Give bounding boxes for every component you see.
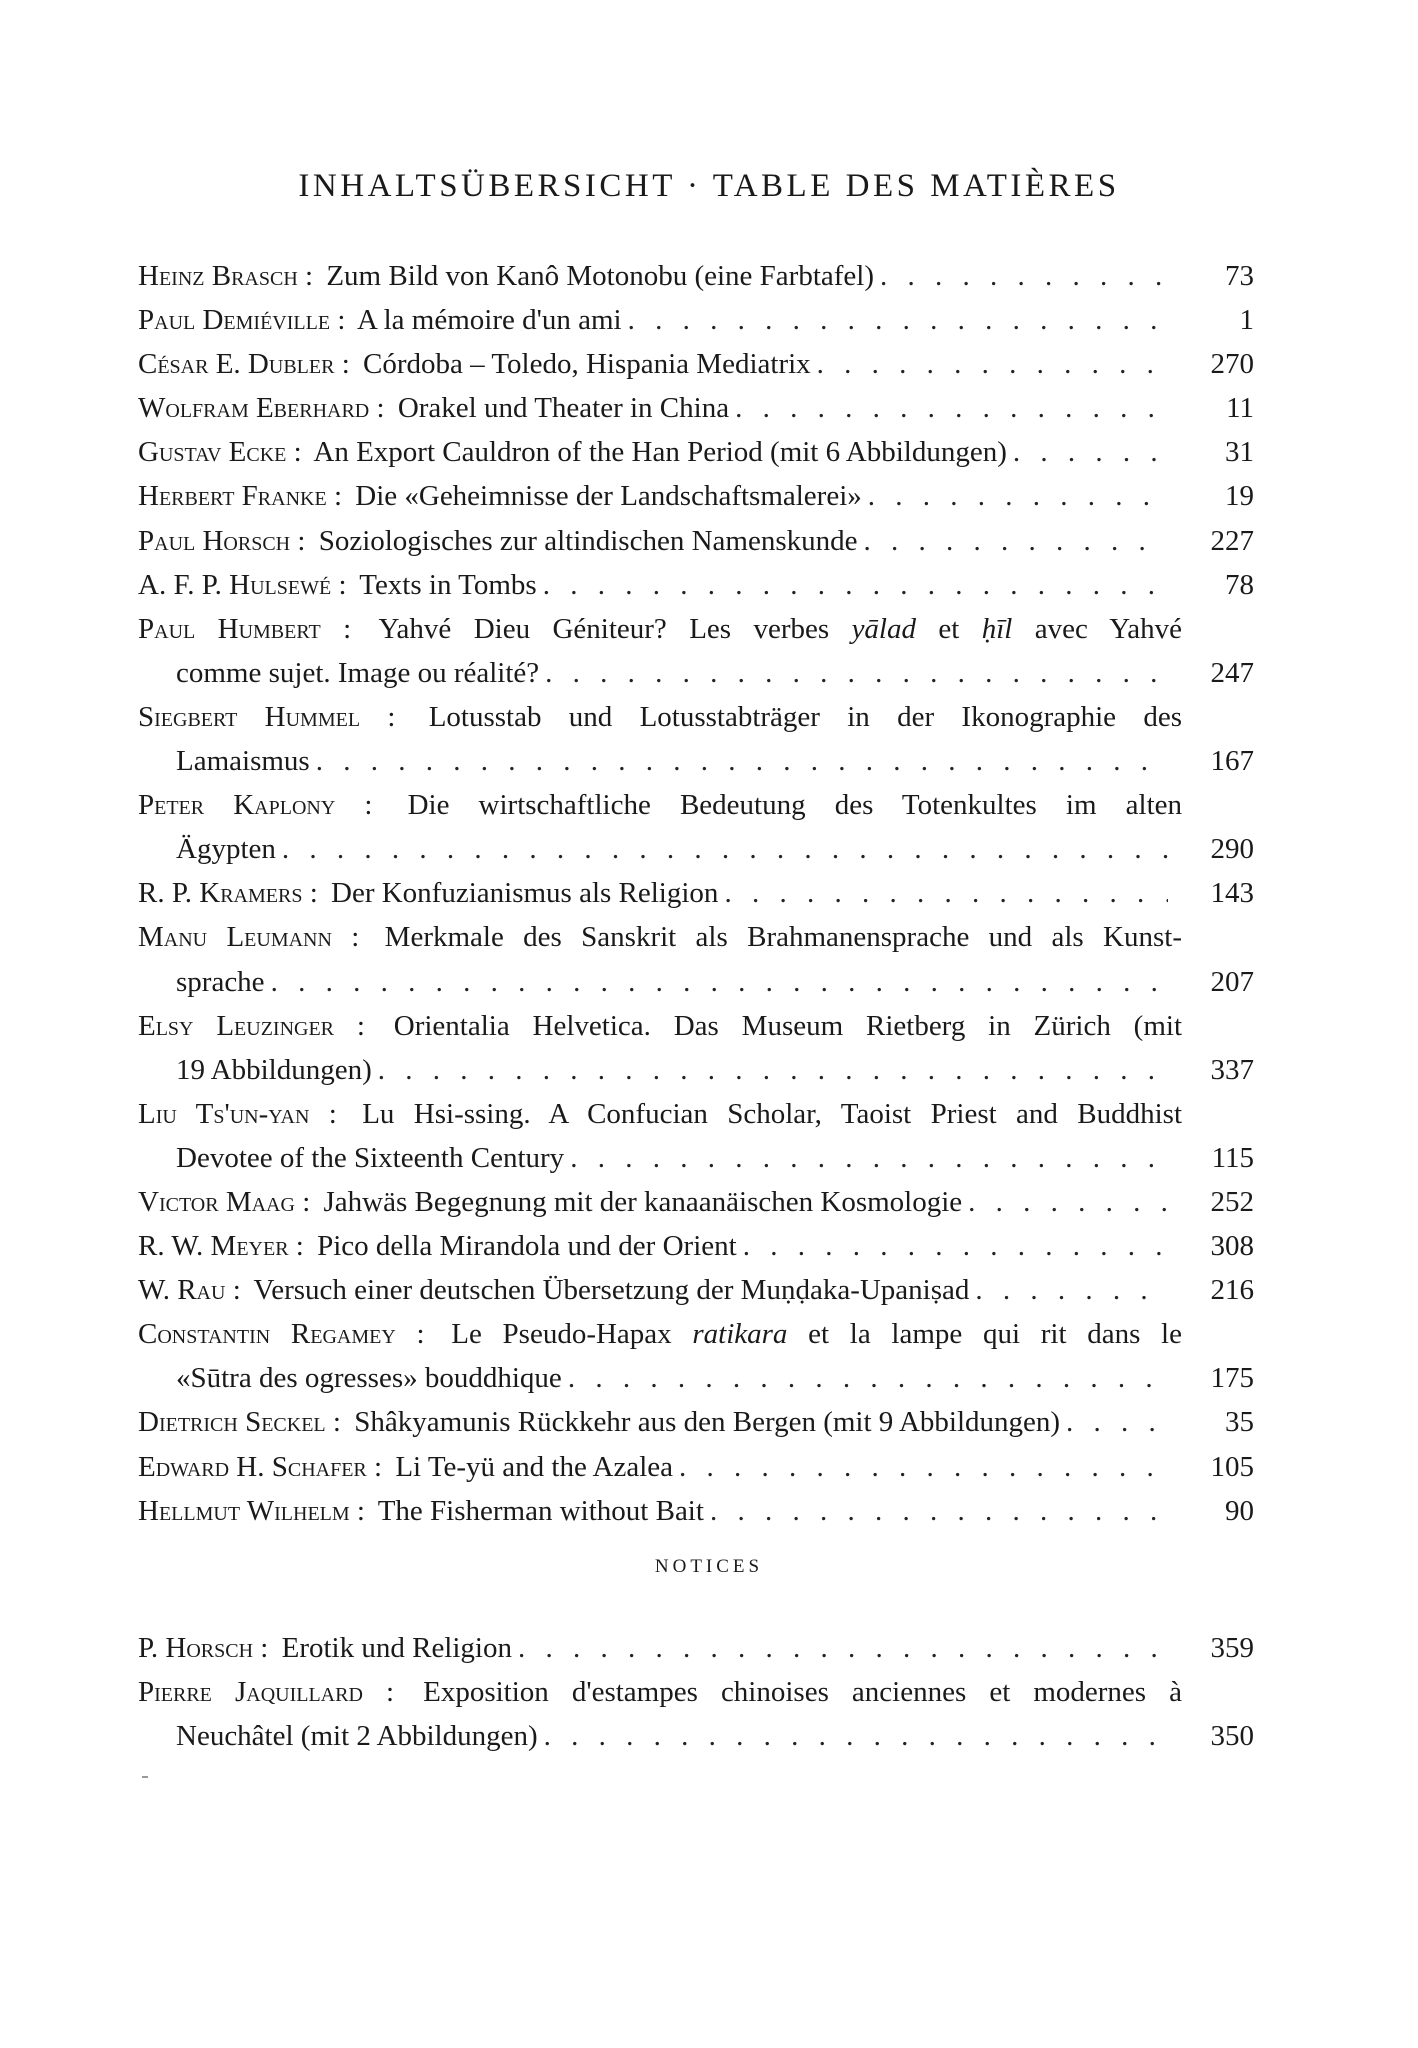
italic-term: yālad (851, 612, 916, 645)
entry-author: Peter Kaplony (138, 789, 336, 822)
toc-entry[interactable] (138, 871, 1254, 915)
entry-title: Gustav Ecke : An Export Cauldron of the Han Period (mit 6 Abbildungen) (138, 436, 1007, 469)
toc-entry[interactable] (138, 342, 1254, 386)
entry-line (138, 783, 1254, 827)
entry-line (138, 1004, 1254, 1048)
toc-entry[interactable] (138, 430, 1254, 474)
entry-line (138, 1224, 1254, 1268)
dot-leader (570, 1136, 1168, 1180)
notice-entry[interactable] (138, 1626, 1254, 1670)
dot-leader (735, 386, 1168, 430)
dot-leader (724, 871, 1168, 915)
page-number: 143 (1210, 877, 1254, 910)
entry-title: 19 Abbildungen) (176, 1053, 372, 1086)
entry-line (138, 386, 1254, 430)
toc-entry[interactable] (138, 1268, 1254, 1312)
dot-leader (543, 563, 1168, 607)
page-number: 31 (1225, 436, 1254, 469)
dot-leader (378, 1048, 1168, 1092)
toc-entry[interactable] (138, 915, 1254, 1003)
toc-entry[interactable] (138, 695, 1254, 783)
entry-title: Manu Leumann : Merkmale des Sanskrit als Brahmanensprache und als Kunst- (138, 921, 1182, 954)
dot-leader (968, 1180, 1168, 1224)
page-number: 35 (1225, 1406, 1254, 1439)
page-number: 270 (1210, 348, 1254, 381)
scan-speck (142, 1776, 148, 1778)
page-number: 290 (1210, 833, 1254, 866)
entry-line (138, 1626, 1254, 1670)
toc-entry[interactable] (138, 519, 1254, 563)
author-separator: : (331, 568, 347, 601)
entry-title: Liu Ts'un-yan : Lu Hsi-ssing. A Confucian Scholar, Taoist Priest and Buddhist (138, 1097, 1183, 1130)
toc-entry[interactable] (138, 254, 1254, 298)
toc-entry[interactable] (138, 1004, 1254, 1092)
toc-entry[interactable] (138, 1400, 1254, 1444)
dot-leader (568, 1356, 1168, 1400)
entry-title: P. Horsch : Erotik und Religion (138, 1632, 512, 1664)
entry-title: César E. Dubler : Córdoba – Toledo, Hispania Mediatrix (138, 348, 811, 381)
dot-leader (868, 474, 1168, 518)
entry-title: Heinz Brasch : Zum Bild von Kanô Motonobu (eine Farbtafel) (138, 260, 875, 292)
notices-heading: NOTICES (654, 1556, 764, 1577)
entry-title: Peter Kaplony : Die wirtschaftliche Bedeutung des Totenkultes im alten (138, 789, 1183, 822)
dot-leader (863, 519, 1168, 563)
page-number: 167 (1210, 745, 1254, 778)
entry-author: Wolfram Eberhard (138, 392, 370, 425)
entry-line (138, 298, 1254, 342)
author-separator: : (309, 1097, 337, 1130)
dot-leader (282, 827, 1168, 871)
author-separator: : (253, 1632, 269, 1664)
author-separator: : (326, 480, 342, 513)
author-separator: : (335, 789, 373, 822)
toc-entry[interactable] (138, 298, 1254, 342)
entry-title: Paul Humbert : Yahvé Dieu Géniteur? Les verbes yālad et ḥīl avec Yahvé (138, 612, 1182, 645)
page-number: 11 (1226, 392, 1254, 425)
author-separator: : (369, 392, 385, 425)
entry-title: «Sūtra des ogresses» bouddhique (176, 1362, 562, 1395)
author-separator: : (349, 1494, 365, 1527)
page-number: 78 (1225, 568, 1254, 601)
page-number: 308 (1210, 1230, 1254, 1263)
entry-author: R. W. Meyer (138, 1230, 289, 1263)
author-separator: : (334, 348, 350, 381)
entry-author: P. Horsch (138, 1632, 254, 1664)
entry-line (138, 1714, 1254, 1758)
entry-author: Liu Ts'un-yan (138, 1097, 310, 1130)
page-number: 247 (1210, 656, 1254, 689)
dot-leader (743, 1224, 1168, 1268)
dot-leader (817, 342, 1168, 386)
dot-leader (545, 651, 1168, 695)
entry-author: Paul Humbert (138, 612, 321, 645)
author-separator: : (331, 921, 360, 954)
dot-leader (679, 1445, 1168, 1489)
entry-author: Constantin Regamey (138, 1318, 396, 1351)
entry-line (138, 254, 1254, 298)
entry-title: Devotee of the Sixteenth Century (176, 1141, 565, 1174)
page-number: 105 (1210, 1450, 1254, 1483)
page-number: 252 (1210, 1185, 1254, 1218)
page-number: 19 (1225, 480, 1254, 513)
entry-title: Dietrich Seckel : Shâkyamunis Rückkehr aus den Bergen (mit 9 Abbildungen) (138, 1406, 1061, 1439)
entry-title: Hellmut Wilhelm : The Fisherman without Bait (138, 1494, 704, 1527)
dot-leader (1066, 1400, 1168, 1444)
entry-line (138, 474, 1254, 518)
entry-author: W. Rau (138, 1274, 226, 1307)
toc-entry[interactable] (138, 1092, 1254, 1180)
author-separator: : (366, 1450, 383, 1483)
entry-title: Herbert Franke : Die «Geheimnisse der Landschaftsmalerei» (138, 480, 862, 513)
entry-author: R. P. Kramers (138, 877, 303, 910)
entry-line (138, 915, 1254, 959)
entry-author: Dietrich Seckel (138, 1406, 326, 1439)
toc-entry[interactable] (138, 607, 1254, 695)
author-separator: : (302, 877, 318, 910)
entry-title: Victor Maag : Jahwäs Begegnung mit der kanaanäischen Kosmologie (138, 1185, 963, 1218)
entry-title: Paul Horsch : Soziologisches zur altindischen Namenskunde (138, 524, 858, 557)
page-number: 227 (1210, 524, 1254, 557)
dot-leader (880, 254, 1168, 298)
entry-author: Edward H. Schafer (138, 1450, 367, 1483)
author-separator: : (290, 524, 306, 557)
entry-author: Pierre Jaquillard (138, 1676, 363, 1709)
entry-line (138, 519, 1254, 563)
entry-line (138, 1670, 1254, 1714)
entry-author: Hellmut Wilhelm (138, 1494, 350, 1527)
entry-line (138, 1489, 1254, 1533)
entry-line (138, 1400, 1254, 1444)
entry-line (138, 1180, 1254, 1224)
page-number: 115 (1211, 1141, 1254, 1174)
entry-line (138, 1356, 1254, 1400)
page-number: 90 (1225, 1494, 1254, 1527)
entry-line (138, 651, 1254, 695)
entry-title: Edward H. Schafer : Li Te-yü and the Azalea (138, 1450, 673, 1483)
entry-author: A. F. P. Hulsewé (138, 568, 332, 601)
dot-leader (518, 1626, 1168, 1670)
entry-title: R. W. Meyer : Pico della Mirandola und der Orient (138, 1230, 737, 1263)
dot-leader (271, 960, 1168, 1004)
entry-author: Paul Demiéville (138, 304, 331, 337)
entry-author: Paul Horsch (138, 524, 291, 557)
toc-entry[interactable] (138, 1180, 1254, 1224)
entry-title: R. P. Kramers : Der Konfuzianismus als Religion (138, 877, 719, 910)
entry-author: Victor Maag (138, 1185, 295, 1218)
entry-title: Constantin Regamey : Le Pseudo-Hapax ratikara et la lampe qui rit dans le (138, 1318, 1182, 1351)
entry-author: Gustav Ecke (138, 436, 287, 469)
entry-title: sprache (176, 965, 265, 998)
toc-entry[interactable] (138, 1224, 1254, 1268)
entry-line (138, 607, 1254, 651)
toc-entry[interactable] (138, 783, 1254, 871)
page-number: 73 (1225, 260, 1254, 292)
dot-leader (628, 298, 1168, 342)
author-separator: : (288, 1230, 304, 1263)
dot-leader (710, 1489, 1168, 1533)
toc-entry[interactable] (138, 1445, 1254, 1489)
entry-author: Heinz Brasch (138, 260, 298, 292)
entry-line (138, 342, 1254, 386)
entry-line (138, 871, 1254, 915)
entry-line (138, 739, 1254, 783)
entry-line (138, 695, 1254, 739)
entry-author: César E. Dubler (138, 348, 335, 381)
entry-title: Wolfram Eberhard : Orakel und Theater in China (138, 392, 730, 425)
entry-line (138, 960, 1254, 1004)
page-number: 359 (1210, 1632, 1254, 1664)
author-separator: : (330, 304, 346, 337)
entry-line (138, 827, 1254, 871)
author-separator: : (225, 1274, 241, 1307)
entry-author: Manu Leumann (138, 921, 332, 954)
page-number: 175 (1210, 1362, 1254, 1395)
author-separator: : (286, 436, 302, 469)
dot-leader (544, 1714, 1168, 1758)
dot-leader (316, 739, 1168, 783)
page-number: 216 (1210, 1274, 1254, 1307)
entry-title: Lamaismus (176, 745, 310, 778)
page-number: 207 (1210, 965, 1254, 998)
entry-title: Neuchâtel (mit 2 Abbildungen) (176, 1720, 538, 1753)
notices-list (138, 1626, 1254, 1758)
author-separator: : (395, 1318, 425, 1351)
italic-term: ḥīl (981, 612, 1013, 645)
dot-leader (1013, 430, 1168, 474)
entry-title: Ägypten (176, 833, 276, 866)
author-separator: : (294, 1185, 311, 1218)
toc-entry[interactable] (138, 386, 1254, 430)
notice-entry[interactable] (138, 1670, 1254, 1758)
entry-line (138, 430, 1254, 474)
entry-author: Siegbert Hummel (138, 700, 361, 733)
author-separator: : (334, 1009, 365, 1042)
entry-title: Elsy Leuzinger : Orientalia Helvetica. Das Museum Rietberg in Zürich (mit (138, 1009, 1182, 1042)
entry-author: Elsy Leuzinger (138, 1009, 335, 1042)
toc-entry[interactable] (138, 1312, 1254, 1400)
entry-title: Paul Demiéville : A la mémoire d'un ami (138, 304, 622, 337)
entry-title: A. F. P. Hulsewé : Texts in Tombs (138, 568, 537, 601)
entry-author: Herbert Franke (138, 480, 327, 513)
entry-title: Pierre Jaquillard : Exposition d'estampes chinoises anciennes et modernes à (138, 1676, 1183, 1709)
entry-line (138, 1312, 1254, 1356)
author-separator: : (297, 260, 314, 292)
entry-line (138, 1048, 1254, 1092)
table-of-contents (138, 254, 1254, 1533)
entry-title: W. Rau : Versuch einer deutschen Übersetzung der Muṇḍaka-Upaniṣad (138, 1274, 970, 1307)
entry-line (138, 1445, 1254, 1489)
entry-line (138, 563, 1254, 607)
page-number: 350 (1210, 1720, 1254, 1753)
dot-leader (975, 1268, 1168, 1312)
author-separator: : (320, 612, 352, 645)
italic-term: ratikara (692, 1318, 788, 1351)
page-number: 1 (1239, 304, 1254, 337)
entry-line (138, 1136, 1254, 1180)
toc-entry[interactable] (138, 474, 1254, 518)
entry-line (138, 1092, 1254, 1136)
entry-title: Siegbert Hummel : Lotusstab und Lotusstabträger in der Ikonographie des (138, 700, 1182, 733)
toc-entry[interactable] (138, 1489, 1254, 1533)
author-separator: : (362, 1676, 395, 1709)
author-separator: : (325, 1406, 341, 1439)
entry-line (138, 1268, 1254, 1312)
toc-entry[interactable] (138, 563, 1254, 607)
page-title: INHALTSÜBERSICHT · TABLE DES MATIÈRES (298, 168, 1120, 204)
page-number: 337 (1210, 1053, 1254, 1086)
entry-title: comme sujet. Image ou réalité? (176, 656, 540, 689)
author-separator: : (360, 700, 396, 733)
